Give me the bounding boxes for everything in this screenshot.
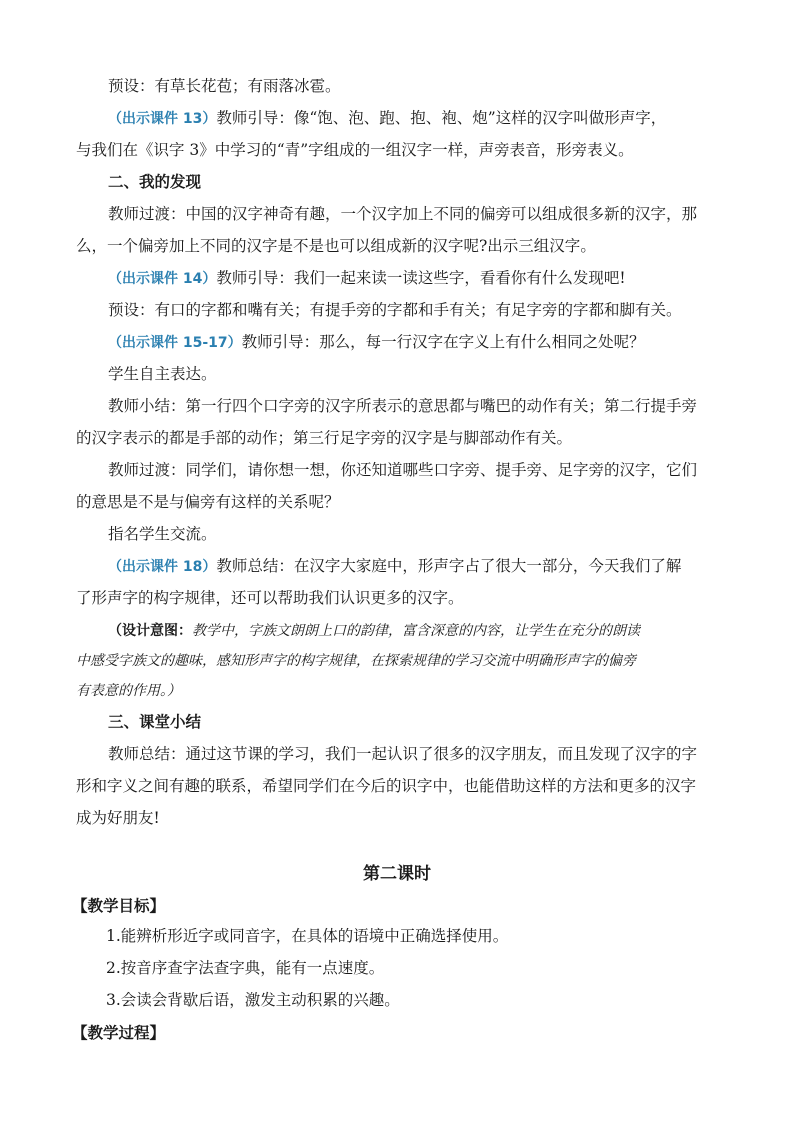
paragraph-exchange: 指名学生交流。 [108,525,217,543]
paragraph-text: 教师引导：那么，每一行汉字在字义上有什么相同之处呢？ [241,333,645,351]
paragraph-text: 教师引导：我们一起来读一读这些字，看看你有什么发现吧! [216,269,626,287]
design-intent-line-2: 中感受字族文的趣味，感知形声字的构字规律，在探索规律的学习交流中明确形声字的偏旁 [76,653,636,669]
courseware-tag: （出示课件 18） [108,559,217,575]
paragraph-courseware-13 [108,108,666,129]
lesson-title: 第二课时 [363,864,431,884]
paragraph-preset-1: 预设：有草长花苞；有雨落冰雹。 [108,77,341,95]
design-intent-line-1 [108,621,640,641]
section-heading-discovery: 二、我的发现 [108,173,202,191]
design-intent-line-3: 有表意的作用。） [76,683,181,699]
process-heading: 【教学过程】 [72,1024,166,1042]
paragraph-continuation: 了形声字的构字规律，还可以帮助我们认识更多的汉字。 [76,589,464,607]
section-heading-summary: 三、课堂小结 [108,713,202,731]
paragraph-continuation: 的汉字表示的都是手部的动作；第三行足字旁的汉字是与脚部动作有关。 [76,429,573,447]
paragraph-continuation: 成为好朋友! [76,809,160,827]
courseware-tag: （出示课件 14） [108,271,217,287]
courseware-tag: （出示课件 13） [108,111,217,127]
paragraph-courseware-18 [108,556,681,577]
paragraph-text: 教师引导：像“饱、泡、跑、抱、袍、炮”这样的汉字叫做形声字， [216,109,667,127]
paragraph-preset-2: 预设：有口的字都和嘴有关；有提手旁的字都和手有关；有足字旁的字都和脚有关。 [108,301,682,319]
courseware-tag: （出示课件 15-17） [108,335,242,351]
goal-item: 1.能辨析形近字或同音字，在具体的语境中正确选择使用。 [106,927,509,945]
goal-item: 3.会读会背歇后语，激发主动积累的兴趣。 [106,991,400,1009]
goal-item: 2.按音序查字法查字典，能有一点速度。 [106,959,385,977]
paragraph-final-summary: 教师总结：通过这节课的学习，我们一起认识了很多的汉字朋友，而且发现了汉字的字 [108,745,698,763]
paragraph-transition: 教师过渡：中国的汉字神奇有趣，一个汉字加上不同的偏旁可以组成很多新的汉字，那 [108,205,698,223]
paragraph-continuation: 的意思是不是与偏旁有这样的关系呢？ [76,493,340,511]
paragraph-summary: 教师小结：第一行四个口字旁的汉字所表示的意思都与嘴巴的动作有关；第二行提手旁 [108,397,698,415]
paragraph-courseware-14 [108,268,626,289]
paragraph-continuation: 形和字义之间有趣的联系，希望同学们在今后的识字中，也能借助这样的方法和更多的汉字 [76,777,697,795]
design-intent-label: （设计意图： [108,623,192,639]
paragraph-student-express: 学生自主表达。 [108,365,217,383]
paragraph-courseware-15-17 [108,332,645,353]
design-intent-text: 教学中，字族文朗朗上口的韵律，富含深意的内容，让学生在充分的朗读 [192,623,640,639]
paragraph-continuation: 与我们在《识字 3》中学习的“青”字组成的一组汉字一样，声旁表音，形旁表义。 [76,141,634,159]
paragraph-text: 教师总结：在汉字大家庭中，形声字占了很大一部分，今天我们了解 [216,557,682,575]
paragraph-transition-2: 教师过渡：同学们，请你想一想，你还知道哪些口字旁、提手旁、足字旁的汉字，它们 [108,461,698,479]
goals-heading: 【教学目标】 [72,897,166,915]
paragraph-continuation: 么，一个偏旁加上不同的汉字是不是也可以组成新的汉字呢?出示三组汉字。 [76,237,596,255]
